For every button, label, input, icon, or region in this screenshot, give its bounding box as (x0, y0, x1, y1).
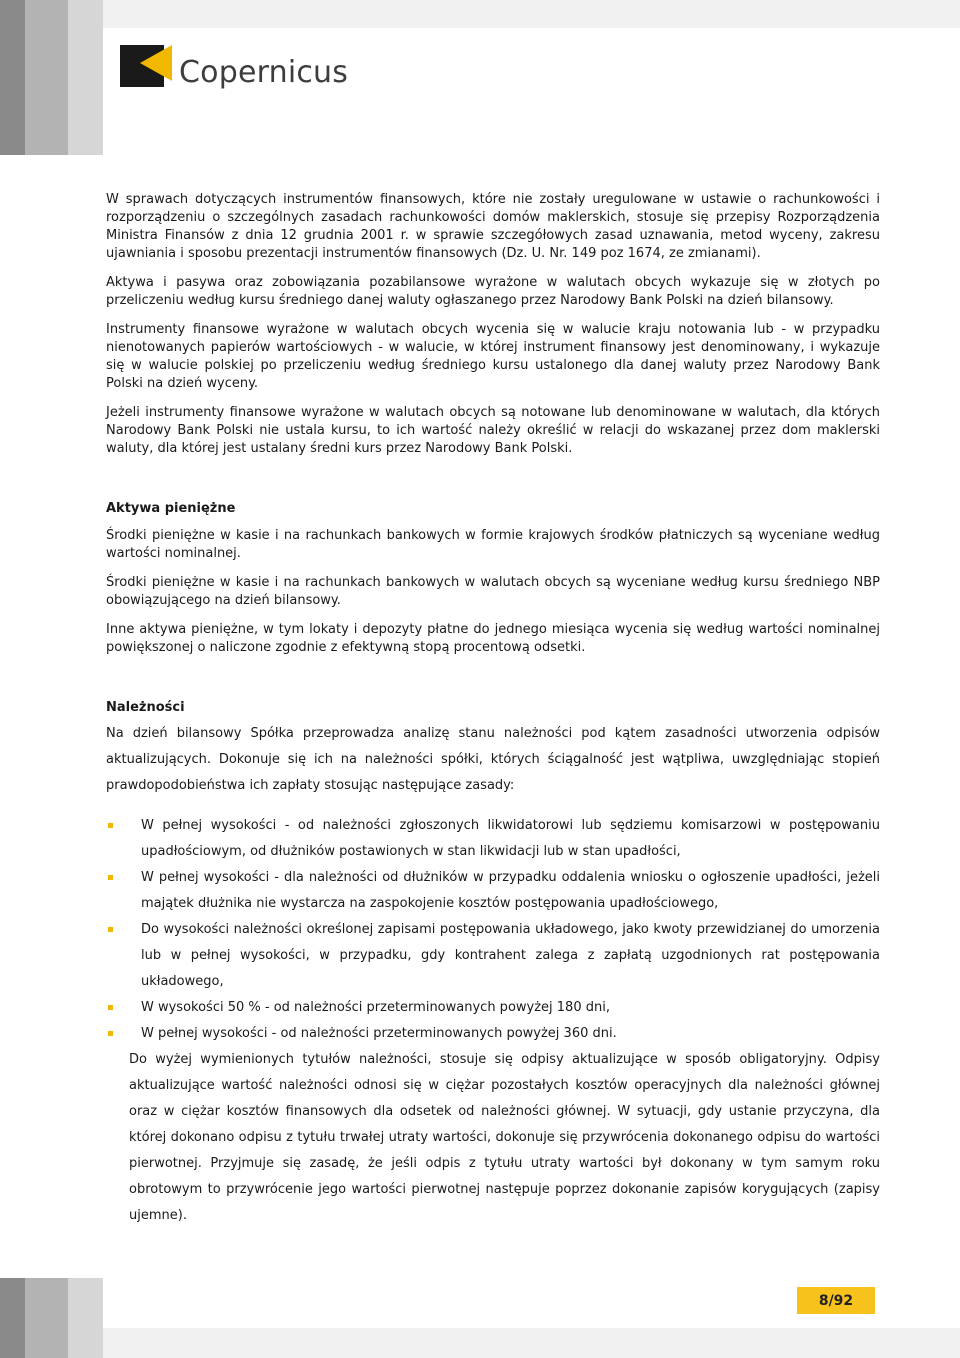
page-number: 8/92 (797, 1287, 875, 1314)
copernicus-logo-icon (120, 45, 172, 87)
header-band (0, 0, 960, 28)
receivables-rules-list (106, 813, 880, 1047)
list-item: W pełnej wysokości - dla należności od dłużników w przypadku oddalenia wniosku o ogłoszenie upadłości, jeżeli majątek dłużnika nie wystarcza na zaspokojenie kosztów postępowania upadłościowego, (106, 865, 880, 917)
receivables-closing: Do wyżej wymienionych tytułów należności, stosuje się odpisy aktualizujące w sposób obligatoryjny. Odpisy aktualizujące wartość należności odnosi się w ciężar pozostałych kosztów operacyjnych dla należności głównej oraz w ciężar kosztów finansowych dla odsetek od należności głównej. W sytuacji, gdy ustanie przyczyna, dla której dokonano odpisu z tytułu trwałej utraty wartości, dokonuje się przywrócenia dokonanego odpisu do wartości pierwotnej. Przyjmuje się zasadę, że jeśli odpis z tytułu utraty wartości był dokonany w tym samym roku obrotowym to przywrócenie jego wartości pierwotnej następuje poprzez dokonanie zapisów korygujących (zapisy ujemne). (129, 1052, 880, 1223)
list-item: W pełnej wysokości - od należności przeterminowanych powyżej 360 dni. (106, 1021, 880, 1047)
footer-band (0, 1328, 960, 1358)
company-logo (120, 45, 349, 90)
bullet-square-icon (108, 823, 113, 828)
intro-paragraph-4: Jeżeli instrumenty finansowe wyrażone w walutach obcych są notowane lub denominowane w walutach, dla których Narodowy Bank Polski nie ustala kursu, to ich wartość należy określić w relacji do wskazanej przez dom maklerski waluty, dla której jest ustalany średni kurs przez Narodowy Bank Polski. (106, 405, 880, 456)
list-item: W pełnej wysokości - od należności zgłoszonych likwidatorowi lub sędziemu komisarzowi w postępowaniu upadłościowym, od dłużników postawionych w stan likwidacji lub w stan upadłości, (106, 813, 880, 865)
footer-stripe-light (68, 1278, 103, 1358)
intro-paragraph-3: Instrumenty finansowe wyrażone w walutach obcych wycenia się w walucie kraju notowania lub - w przypadku nienotowanych papierów wartościowych - w walucie, w której instrument finansowy jest denominowany, i wykazuje się w walucie polskiej po przeliczeniu według średniego kursu ustalonego dla danej waluty przez Narodowy Bank Polski na dzień wyceny. (106, 322, 880, 391)
header-stripe-dark (0, 0, 25, 155)
header-stripe-light (68, 0, 103, 155)
cash-paragraph-2: Środki pieniężne w kasie i na rachunkach bankowych w walutach obcych są wyceniane według kursu średniego NBP obowiązującego na dzień bilansowy. (106, 575, 880, 608)
document-body (106, 191, 880, 1229)
header-stripe-mid (25, 0, 68, 155)
bullet-square-icon (108, 1005, 113, 1010)
cash-paragraph-3: Inne aktywa pieniężne, w tym lokaty i depozyty płatne do jednego miesiąca wycenia się według wartości nominalnej powiększonej o naliczone zgodnie z efektywną stopą procentową odsetki. (106, 622, 880, 655)
bullet-square-icon (108, 875, 113, 880)
intro-paragraph-1: W sprawach dotyczących instrumentów finansowych, które nie zostały uregulowane w ustawie o rachunkowości i rozporządzeniu o szczególnych zasadach rachunkowości domów maklerskich, stosuje się przepisy Rozporządzenia Ministra Finansów z dnia 12 grudnia 2001 r. w sprawie szczegółowych zasad uznawania, metod wyceny, zakresu ujawniania i sposobu prezentacji instrumentów finansowych (Dz. U. Nr. 149 poz 1674, ze zmianami). (106, 192, 880, 261)
logo-wordmark: Copernicus (179, 54, 349, 90)
intro-paragraph-2: Aktywa i pasywa oraz zobowiązania pozabilansowe wyrażone w walutach obcych wykazuje się w złotych po przeliczeniu według kursu średniego danej waluty ogłaszanego przez Narodowy Bank Polski na dzień bilansowy. (106, 275, 880, 308)
section-heading-receivables: Należności (106, 700, 185, 715)
bullet-square-icon (108, 1031, 113, 1036)
cash-paragraph-1: Środki pieniężne w kasie i na rachunkach bankowych w formie krajowych środków płatniczych są wyceniane według wartości nominalnej. (106, 528, 880, 561)
bullet-square-icon (108, 927, 113, 932)
footer-stripe-dark (0, 1278, 25, 1358)
receivables-intro: Na dzień bilansowy Spółka przeprowadza analizę stanu należności pod kątem zasadności utworzenia odpisów aktualizujących. Dokonuje się ich na należności spółki, których ściągalność jest wątpliwa, uwzględniając stopień prawdopodobieństwa ich zapłaty stosując następujące zasady: (106, 726, 880, 793)
list-item: Do wysokości należności określonej zapisami postępowania układowego, jako kwoty przewidzianej do umorzenia lub w pełnej wysokości, w przypadku, gdy kontrahent zalega z zapłatą uzgodnionych rat postępowania układowego, (106, 917, 880, 995)
footer-stripe-mid (25, 1278, 68, 1358)
list-item: W wysokości 50 % - od należności przeterminowanych powyżej 180 dni, (106, 995, 880, 1021)
section-heading-cash: Aktywa pieniężne (106, 501, 236, 516)
